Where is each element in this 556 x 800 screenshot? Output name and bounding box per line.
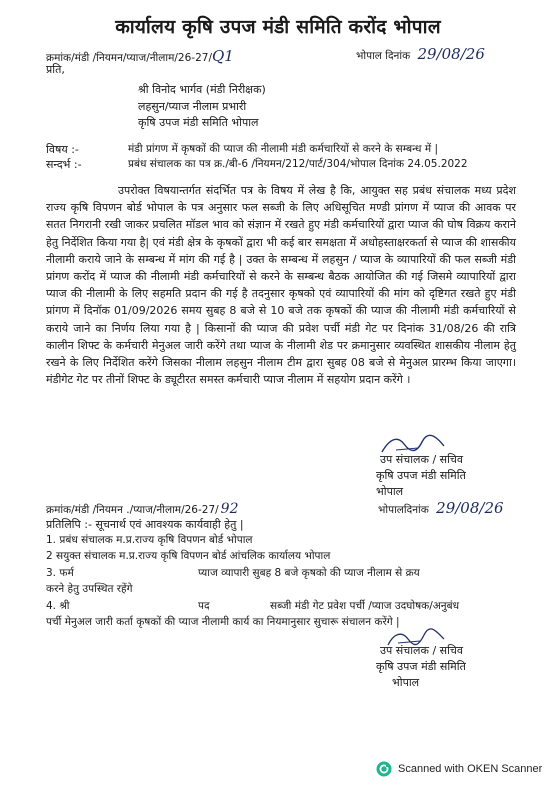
date-value: 29/08/26: [417, 45, 485, 63]
letter-reference: [46, 47, 234, 65]
letter-body-text: उपरोक्त विषयान्तर्गत संदर्भित पत्र के विषय में लेख है कि, आयुक्त सह प्रबंध संचालक मध्य प्रदेश राज्य कृषि विपणन बोर्ड भोपाल के पत्र अनुसार फल सब्जी के लिए अधिसूचित मण्डी प्रांगण में प्याज की आवक पर सतत निगरानी रखी जाकर प्रचलित मॉडल भाव को संज्ञान में रखते हुए मंडी कर्मचारियों द्वारा प्याज की घोष विक्रय कराने हेतु निर्देशित किया गया है| एवं मंडी क्षेत्र के कृषकों द्वारा भी कई बार समक्षता में अधोहस्ताक्षरकर्ता से प्याज की शासकीय नीलामी कराये जाने के सम्बन्ध में मांग की गई है | उक्त के सम्बन्ध में लहसुन / प्याज के व्यापारियों की फल सब्जी मंडी प्रांगण करोंद में प्याज की नीलामी मंडी कर्मचारियों से करने के सम्बन्ध बैठक आयोजित की गई जिसमे व्यापारियों द्वारा प्याज की नीलामी के लिए सहमति प्रदान की गई है तदनुसार कृषको एवं व्यापारियों की मांग को दृष्टिगत रखते हुए मंडी प्रांगण में दिनॉक 01/09/2026 समय सुबह 8 बजे से 10 बजे तक कृषकों की प्याज की नीलामी मंडी कर्मचारियों से कराये जाने का निर्णय लिया गया है | किसानों की प्याज की प्रवेश पर्ची मंडी गेट पर दिनांक 31/08/26 की रात्रि कालीन शिफ्ट के कर्मचारी मेनुअल जारी करेंगे तथा प्याज के नीलामी शेड पर क्रमानुसार व्यवस्थित शासकीय नीलाम हेतु रखने के लिए निर्देशित करेंगे जिसका नीलाम लहसुन नीलाम टीम द्वारा सुबह 08 बजे से मेनुअल प्रारम्भ किया जाएगा। मंडीगेट गेट पर तीनों शिफ्ट के ड्यूटीरत समस्त कर्मचारी प्याज नीलाम में सहयोग प्रदान करेंगे ।: [46, 184, 516, 387]
recipient-office: कृषि उपज मंडी समिति भोपाल: [138, 116, 259, 129]
scanner-watermark: [376, 758, 556, 780]
page-title: कार्यालय कृषि उपज मंडी समिति करोंद भोपाल: [115, 16, 441, 38]
copy-item-4-cont: पर्ची मेनुअल जारी कर्ता कृषकों की प्याज नीलामी कार्य का नियमानुसार सुचारू संचालन करेंगे |: [46, 616, 400, 628]
copy-item-4-post: पद: [198, 600, 210, 612]
signatory-1-designation: उप संचालक / सचिव: [380, 453, 464, 466]
subject-label: विषय :-: [46, 143, 79, 156]
copy-heading: प्रतिलिपि :- सूचनार्थ एवं आवश्यक कार्यवाही हेतु |: [46, 518, 244, 531]
reference-text: प्रबंध संचालक का पत्र क्र./बी-6 /नियमन/212/पार्ट/304/भोपाल दिनांक 24.05.2022: [128, 158, 468, 170]
copy-item-3-cont: करने हेतु उपस्थित रहेंगे: [46, 583, 133, 595]
copy-item-2: 2 सयुक्त संचालक म.प्र.राज्य कृषि विपणन बोर्ड आंचलिक कार्यालय भोपाल: [46, 550, 331, 562]
scanner-text: Scanned with OKEN Scanner: [398, 763, 543, 775]
signatory-2-office: कृषि उपज मंडी समिति: [376, 660, 466, 673]
reference-label: सन्दर्भ :-: [46, 158, 82, 171]
copy-item-1: 1. प्रबंध संचालक म.प्र.राज्य कृषि विपणन बोर्ड भोपाल: [46, 534, 253, 546]
date-label: भोपाल दिनांक: [356, 50, 411, 62]
copy-item-4-label: 4. श्री: [46, 600, 70, 612]
copy-date-label: भोपालदिनांक: [378, 504, 429, 516]
oken-scanner-icon: [376, 761, 392, 777]
recipient-role: लहसुन/प्याज नीलाम प्रभारी: [138, 100, 247, 113]
reference-prefix: क्रमांक/मंडी /नियमन/प्याज/नीलाम/26-27/: [46, 52, 212, 64]
signatory-1-city: भोपाल: [376, 485, 404, 498]
copy-item-3-text: प्याज व्यापारी सुबह 8 बजे कृषको की प्याज नीलाम से क्रय: [198, 567, 420, 579]
subject-text: मंडी प्रांगण में कृषकों की प्याज की नीलामी मंडी कर्मचारियों से करने के सम्बन्ध में |: [128, 143, 438, 155]
copy-date-value: 29/08/26: [436, 499, 504, 517]
copy-reference-number: 92: [220, 501, 239, 517]
copy-item-4-text: सब्जी मंडी गेट प्रवेश पर्ची /प्याज उदघोषक/अनुबंध: [270, 600, 460, 612]
signatory-2-designation: उप संचालक / सचिव: [380, 644, 464, 657]
copy-date: [378, 499, 504, 517]
recipient-name: श्री विनोद भार्गव (मंडी निरीक्षक): [138, 83, 266, 96]
letter-date: [356, 45, 485, 63]
reference-number: Q1: [212, 47, 234, 65]
signatory-1-office: कृषि उपज मंडी समिति: [376, 469, 466, 482]
letter-body: [46, 182, 516, 388]
prati-label: प्रति,: [46, 63, 65, 76]
signatory-2-city: भोपाल: [392, 676, 420, 689]
copy-reference-prefix: क्रमांक/मंडी /नियमन ./प्याज/नीलाम/26-27/: [46, 504, 219, 516]
copy-reference: [46, 501, 239, 517]
copy-item-3-label: 3. फर्म: [46, 567, 74, 579]
